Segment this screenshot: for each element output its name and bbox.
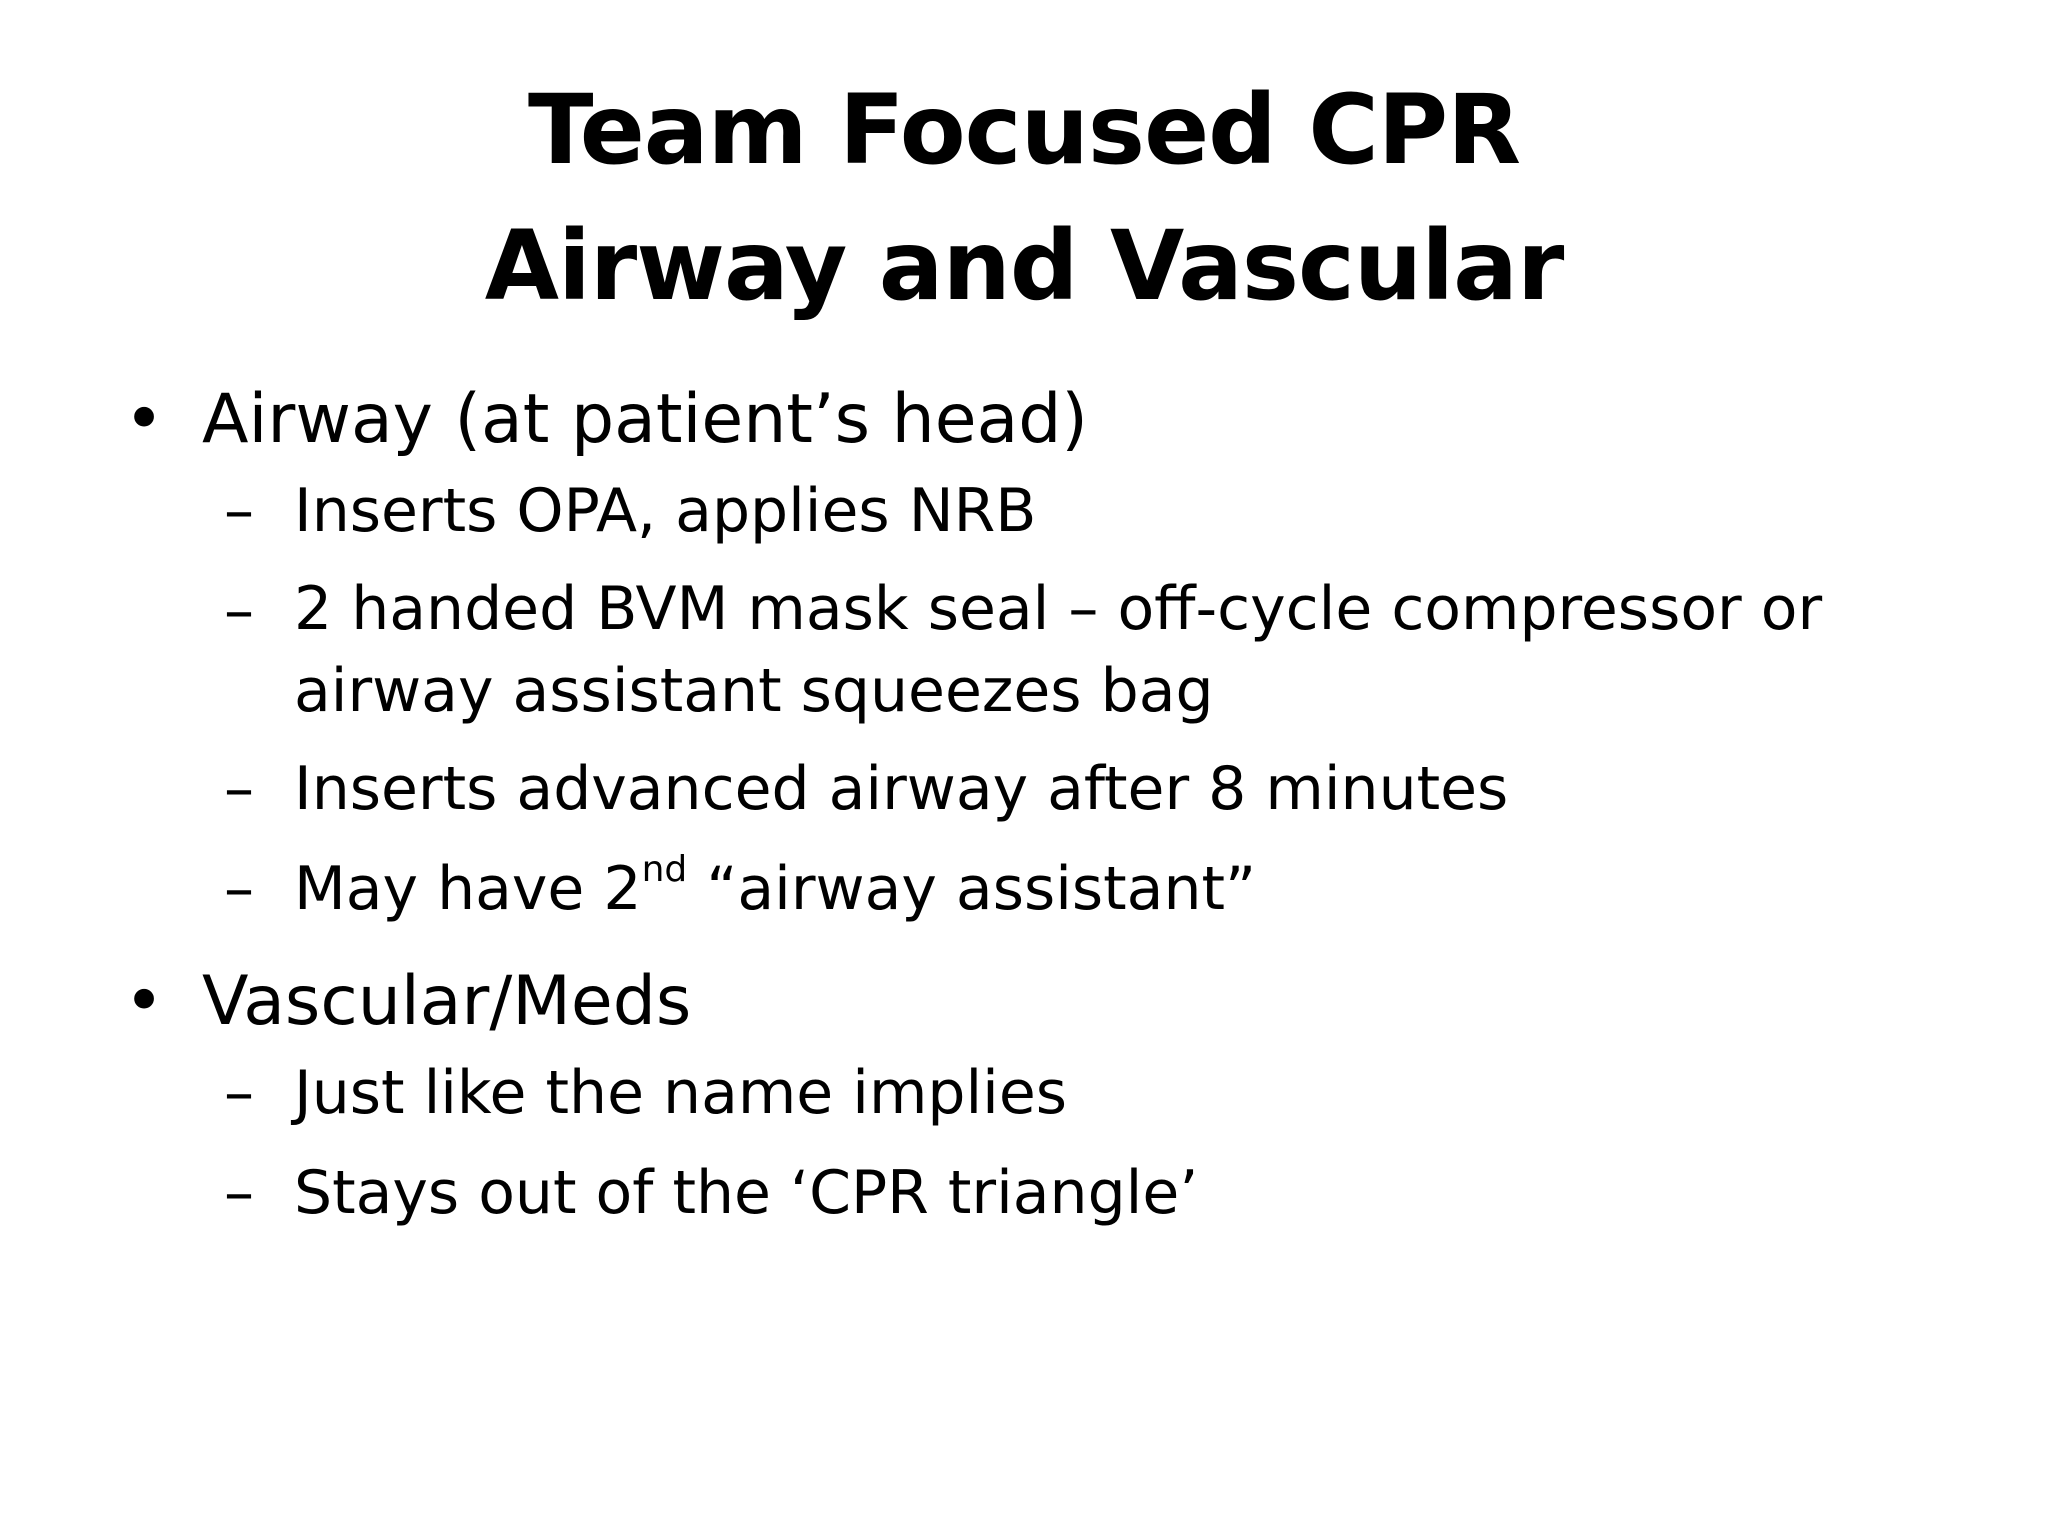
bullet-vascular-meds [120,954,1970,1050]
sub-bullet-text-post: “airway assistant” [687,854,1257,924]
dash-marker: – [224,576,254,646]
sub-bullet [120,1050,1970,1136]
ordinal-suffix: nd [641,849,688,890]
sub-bullet [120,568,1970,732]
title-line-2: Airway and Vascular [484,210,1564,322]
slide-body [120,372,1970,1236]
dash-marker: – [224,1058,254,1128]
title-line-1: Team Focused CPR [527,74,1521,186]
bullet-text: Vascular/Meds [202,962,692,1041]
bullet-marker: • [124,380,165,459]
sub-bullet [120,846,1970,932]
sub-bullet [120,468,1970,554]
bullet-airway [120,372,1970,468]
sub-bullet-text [294,846,1970,932]
dash-marker: – [224,854,254,924]
dash-marker: – [224,754,254,824]
sub-bullet-text: Inserts OPA, applies NRB [294,476,1037,546]
dash-marker: – [224,1158,254,1228]
sub-bullet-text: 2 handed BVM mask seal – off-cycle compressor or airway assistant squeezes bag [294,574,1823,726]
dash-marker: – [224,476,254,546]
sub-bullet-text: Stays out of the ‘CPR triangle’ [294,1158,1199,1228]
slide-title [0,62,2048,334]
sub-bullet-text-pre: May have 2 [294,854,642,924]
sub-bullet [120,746,1970,832]
bullet-text: Airway (at patient’s head) [202,380,1088,459]
sub-bullet-text: Inserts advanced airway after 8 minutes [294,754,1509,824]
sub-bullet [120,1150,1970,1236]
sub-bullet-text: Just like the name implies [294,1058,1067,1128]
bullet-marker: • [124,962,165,1041]
